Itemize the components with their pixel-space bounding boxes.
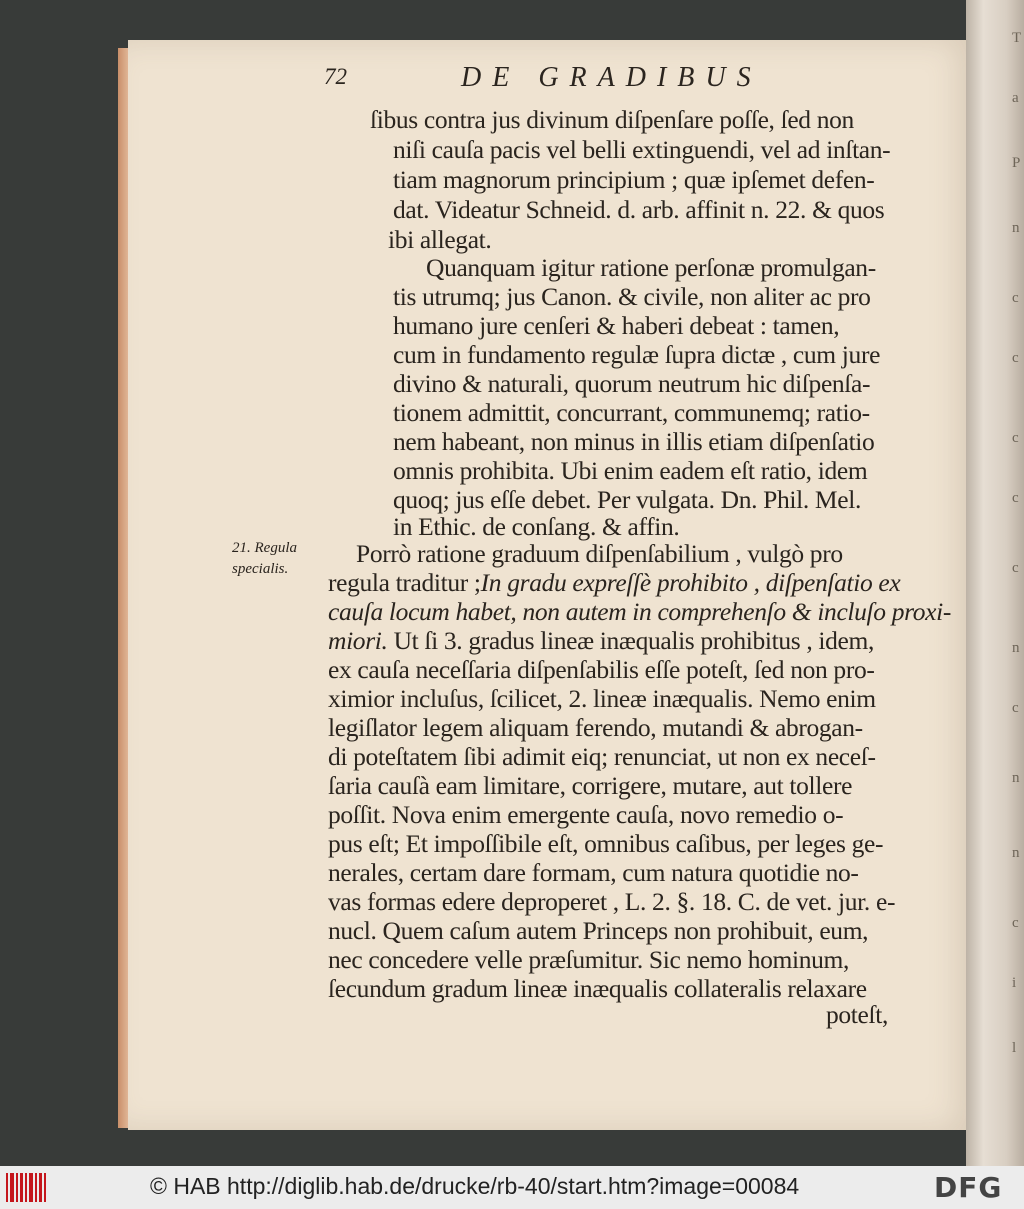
text-line: ſecundum gradum lineæ inæqualis collateralis relaxare <box>328 974 867 1003</box>
page-edge <box>118 48 128 1128</box>
gutter-letter: c <box>1012 915 1019 931</box>
text-line: tis utrumq; jus Canon. & civile, non aliter ac pro <box>393 282 871 311</box>
text-line: cum in fundamento regulæ ſupra dictæ , cum jure <box>393 340 881 369</box>
text-line <box>328 568 900 598</box>
text-line: tionem admittit, concurrant, communemq; ratio- <box>393 398 870 427</box>
gutter-letter: n <box>1012 845 1020 861</box>
text-line: Quanquam igitur ratione perſonæ promulgan- <box>426 253 876 282</box>
text-line: ſaria cauſà eam limitare, corrigere, mutare, aut tollere <box>328 771 853 800</box>
gutter-letter: n <box>1012 220 1020 236</box>
text-line: omnis prohibita. Ubi enim eadem eſt ratio, idem <box>393 456 868 485</box>
text-line: humano jure cenſeri & haberi debeat : tamen, <box>393 311 840 340</box>
text-line: poteſt, <box>826 1000 888 1029</box>
footer-credit-link[interactable]: © HAB http://diglib.hab.de/drucke/rb-40/start.htm?image=00084 <box>150 1173 800 1199</box>
text-line: vas formas edere deproperet , L. 2. §. 18. C. de vet. jur. e- <box>328 887 896 916</box>
gutter-letter: n <box>1012 770 1020 786</box>
gutter-letter: c <box>1012 350 1019 366</box>
text-line: ibi allegat. <box>388 225 492 254</box>
margin-note: 21. Regula <box>232 540 297 556</box>
page-number: 72 <box>324 64 347 89</box>
text-line: tiam magnorum principium ; quæ ipſemet defen- <box>393 165 875 194</box>
running-title: DE GRADIBUS <box>461 62 762 93</box>
gutter-letter: c <box>1012 560 1019 576</box>
text-line: legiſlator legem aliquam ferendo, mutandi & abrogan- <box>328 713 863 742</box>
footer-bar <box>0 1166 1024 1209</box>
text-line: nem habeant, non minus in illis etiam diſpenſatio <box>393 427 875 456</box>
gutter-letter: i <box>1012 975 1017 991</box>
text-line: niſi cauſa pacis vel belli extinguendi, vel ad inſtan- <box>393 135 891 164</box>
text-line: ſibus contra jus divinum diſpenſare poſſe, ſed non <box>370 105 854 134</box>
gutter-letter: c <box>1012 490 1019 506</box>
text-line: ximior incluſus, ſcilicet, 2. lineæ inæqualis. Nemo enim <box>328 684 876 713</box>
gutter-letter: c <box>1012 290 1019 306</box>
dfg-logo: DFG <box>934 1171 1003 1204</box>
text-line: ex cauſa neceſſaria diſpenſabilis eſſe poteſt, ſed non pro- <box>328 655 875 684</box>
text-run: regula traditur ; <box>328 568 481 597</box>
text-line <box>328 626 874 656</box>
text-line: pus eſt; Et impoſſibile eſt, omnibus caſibus, per leges ge- <box>328 829 884 858</box>
gutter-letter: a <box>1012 90 1019 106</box>
text-line: Porrò ratione graduum diſpenſabilium , vulgò pro <box>356 539 843 568</box>
gutter-letter: T <box>1012 30 1022 46</box>
text-line: poſſit. Nova enim emergente cauſa, novo remedio o- <box>328 800 844 829</box>
italic-rule-text: In gradu expreſſè prohibito , diſpenſatio ex <box>480 568 901 597</box>
text-run: miori. <box>328 626 388 655</box>
gutter-letter: c <box>1012 700 1019 716</box>
barcode-icon <box>6 1173 46 1202</box>
text-run: Ut ſi 3. gradus lineæ inæqualis prohibitus , idem, <box>387 626 875 655</box>
text-line: nec concedere velle præſumitur. Sic nemo hominum, <box>328 945 850 974</box>
gutter-letter: l <box>1012 1040 1017 1056</box>
text-line: in Ethic. de conſang. & affin. <box>393 512 680 541</box>
text-line: dat. Videatur Schneid. d. arb. affinit n. 22. & quos <box>393 195 885 224</box>
page-header <box>196 62 796 102</box>
text-line: nerales, certam dare formam, cum natura quotidie no- <box>328 858 859 887</box>
margin-note: specialis. <box>232 561 289 577</box>
text-line: divino & naturali, quorum neutrum hic diſpenſa- <box>393 369 871 398</box>
gutter-letter: P <box>1012 155 1021 171</box>
text-line: di poteſtatem ſibi adimit eiq; renunciat, ut non ex neceſ- <box>328 742 876 771</box>
text-line: cauſa locum habet, non autem in comprehenſo & incluſo proxi- <box>328 597 951 626</box>
text-line: nucl. Quem caſum autem Princeps non prohibuit, eum, <box>328 916 869 945</box>
gutter-letter: n <box>1012 640 1020 656</box>
gutter-letter: c <box>1012 430 1019 446</box>
text-line: quoq; jus eſſe debet. Per vulgata. Dn. Phil. Mel. <box>393 485 861 514</box>
